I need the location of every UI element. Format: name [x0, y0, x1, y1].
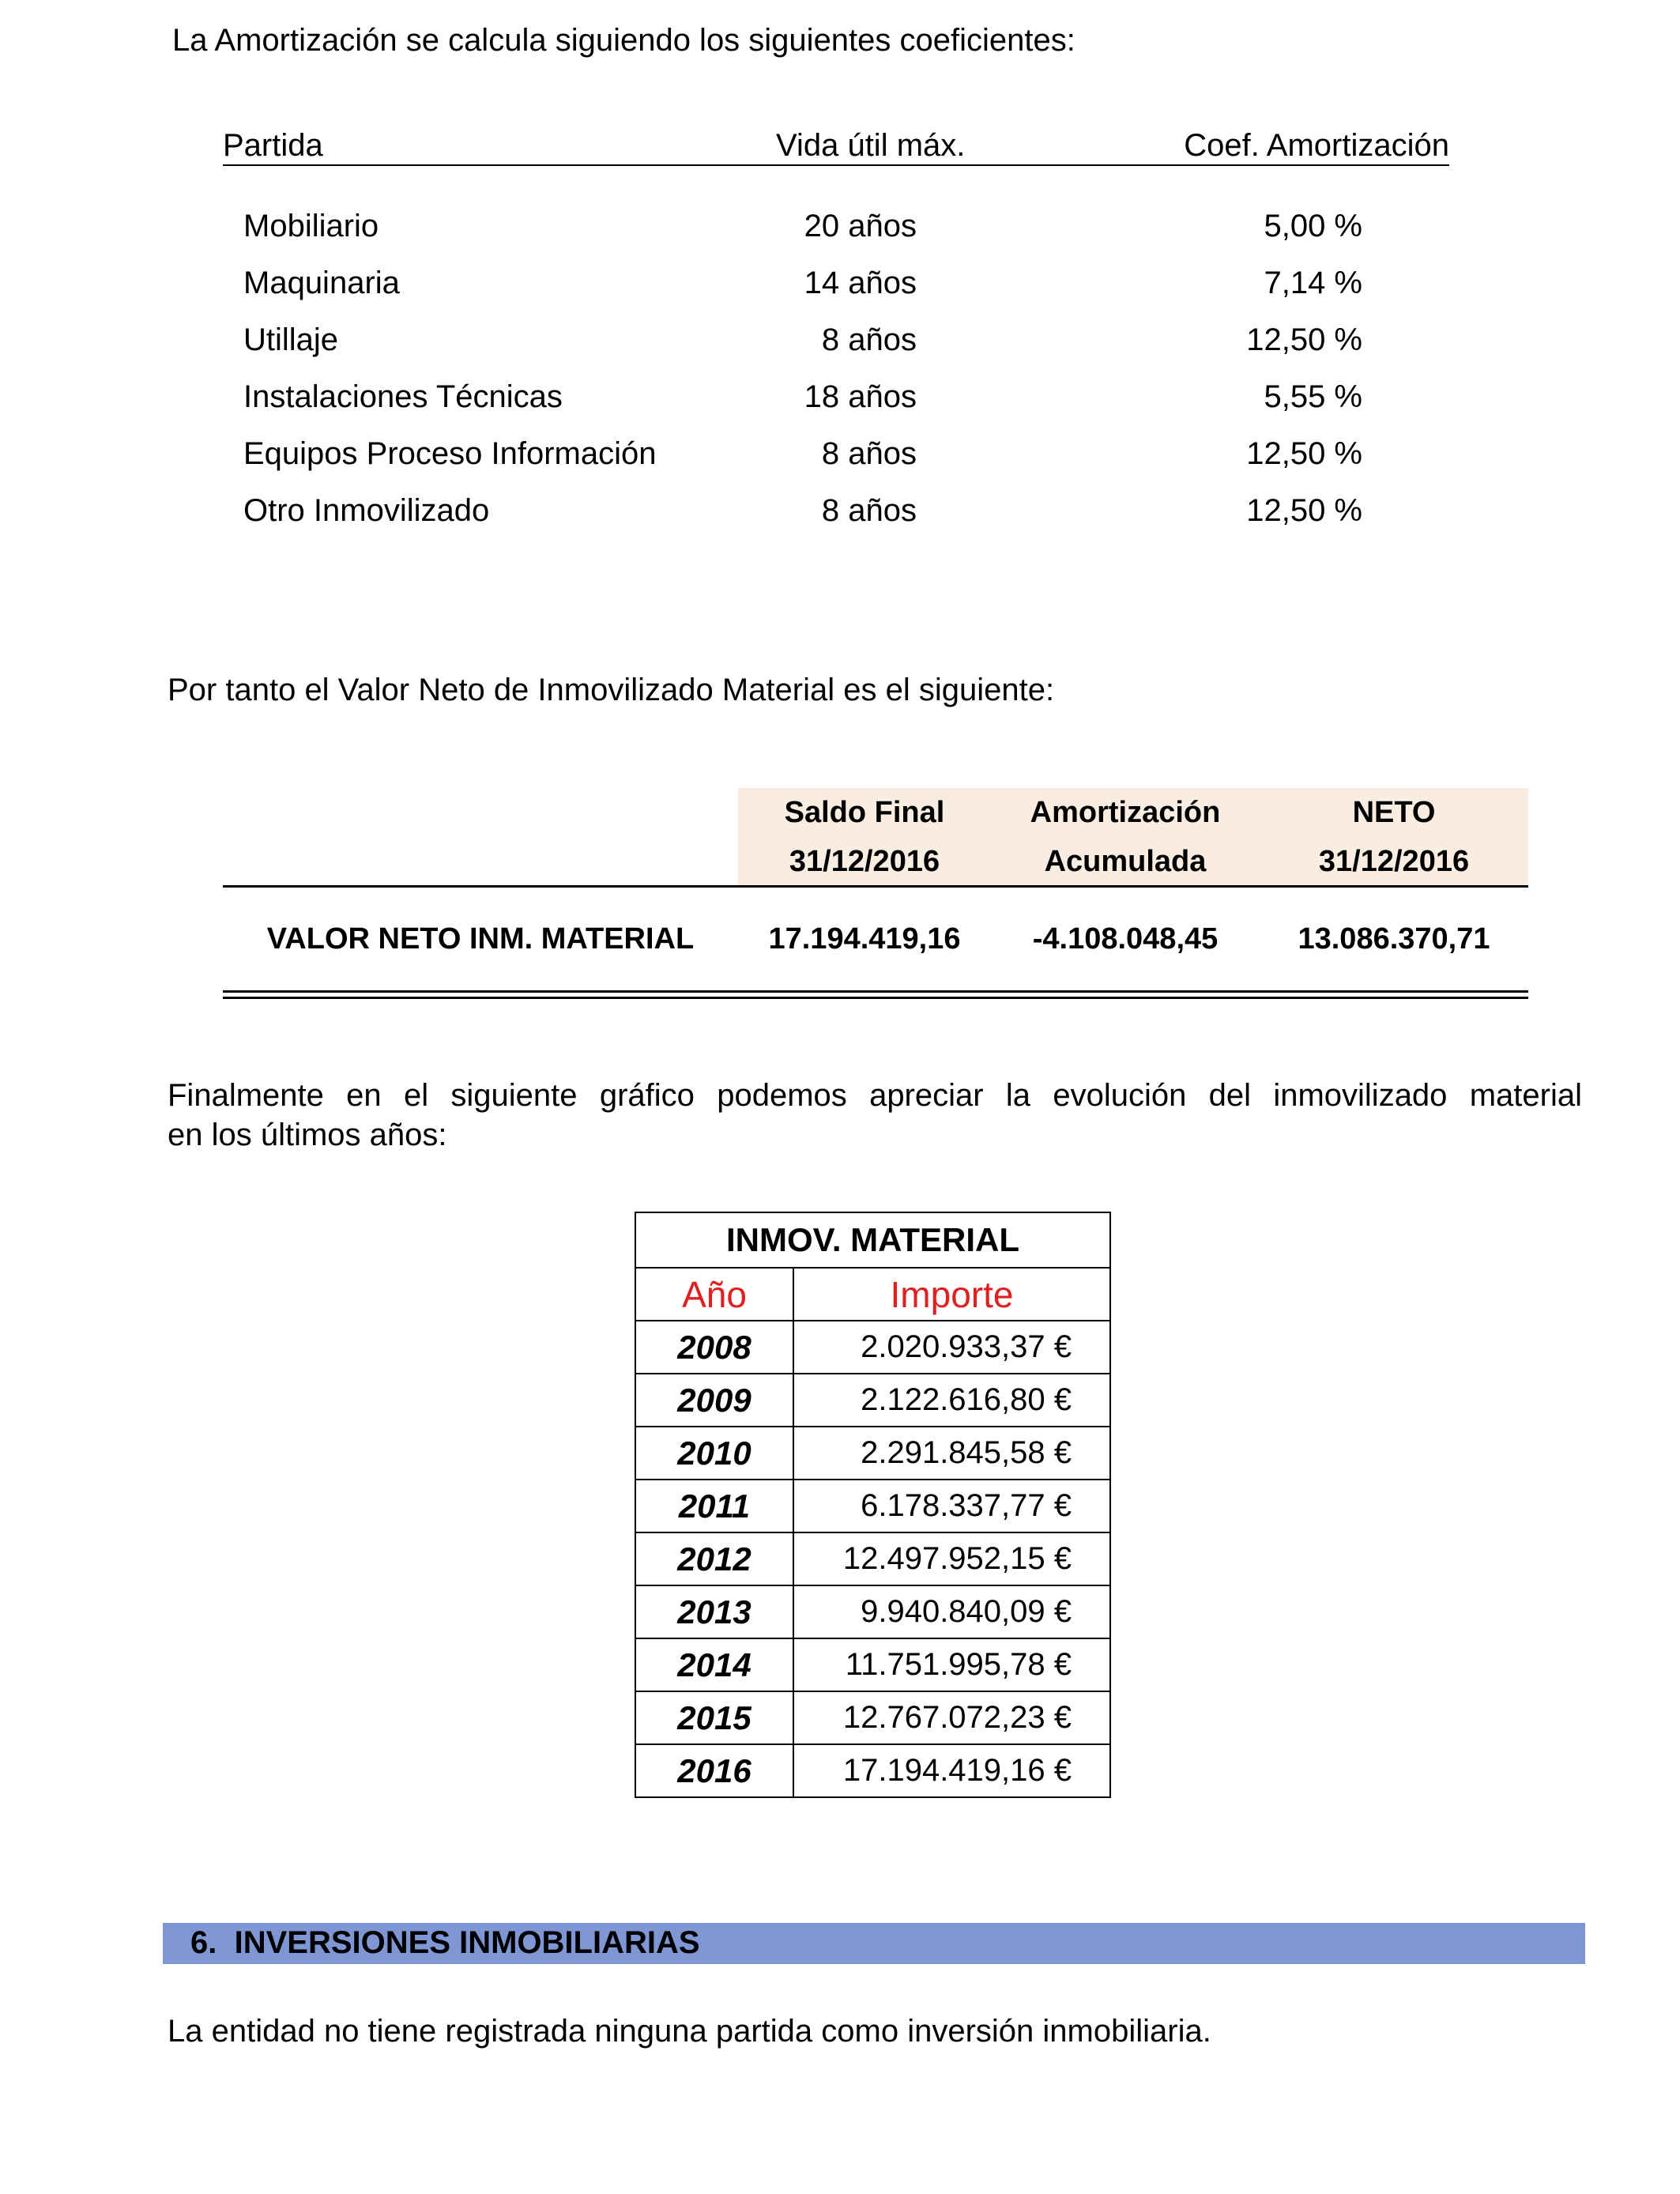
coef-vida: 8 años — [821, 493, 917, 528]
coef-row — [223, 378, 1449, 435]
net-value-amortizacion: -4.108.048,45 — [1032, 922, 1219, 956]
chart-intro-line2: en los últimos años: — [168, 1118, 447, 1152]
net-table-double-rule-top — [223, 990, 1528, 993]
header-partida: Partida — [223, 128, 323, 163]
inmov-year: 2013 — [635, 1585, 793, 1638]
inmov-year: 2015 — [635, 1691, 793, 1744]
coef-row — [223, 435, 1449, 492]
table-row — [635, 1374, 1110, 1427]
coef-vida: 8 años — [821, 322, 917, 357]
table-row — [635, 1321, 1110, 1374]
coef-value: 12,50 % — [1246, 436, 1362, 471]
section-heading — [190, 1924, 700, 1962]
net-header-saldo-line2: 31/12/2016 — [789, 845, 940, 878]
inmov-amount: 12.767.072,23 € — [793, 1691, 1110, 1744]
chart-intro-line1: Finalmente en el siguiente gráfico podemos apreciar la evolución del inmovilizado material — [168, 1078, 1582, 1113]
table-row — [635, 1585, 1110, 1638]
inmov-year: 2010 — [635, 1427, 793, 1480]
coef-vida: 14 años — [804, 266, 917, 300]
coef-value: 5,00 % — [1264, 209, 1362, 243]
net-header-amortizacion-line2: Acumulada — [1044, 845, 1207, 878]
intro-text: La Amortización se calcula siguiendo los siguientes coeficientes: — [172, 23, 1075, 58]
net-header-neto-line1: NETO — [1352, 796, 1436, 829]
inmov-year: 2009 — [635, 1374, 793, 1427]
coef-row — [223, 264, 1449, 321]
net-header-saldo — [738, 794, 991, 880]
inmov-amount: 2.122.616,80 € — [793, 1374, 1110, 1427]
inmov-year: 2016 — [635, 1744, 793, 1797]
coef-row — [223, 492, 1449, 548]
coef-vida: 18 años — [804, 379, 917, 414]
net-header-amortizacion — [991, 794, 1260, 880]
inmov-year: 2011 — [635, 1480, 793, 1532]
table-row — [635, 1532, 1110, 1585]
coef-vida: 20 años — [804, 209, 917, 243]
coef-value: 12,50 % — [1246, 493, 1362, 528]
table-row — [635, 1691, 1110, 1744]
coef-vida: 8 años — [821, 436, 917, 471]
net-value-saldo: 17.194.419,16 — [768, 922, 961, 956]
coef-value: 7,14 % — [1264, 266, 1362, 300]
inmov-year: 2012 — [635, 1532, 793, 1585]
table-row — [635, 1638, 1110, 1691]
net-table-double-rule-bottom — [223, 997, 1528, 999]
inmov-title-row — [635, 1212, 1110, 1268]
closing-text: La entidad no tiene registrada ninguna partida como inversión inmobiliaria. — [168, 2014, 1211, 2049]
coef-row — [223, 321, 1449, 378]
coef-partida: Instalaciones Técnicas — [243, 379, 563, 414]
section-number: 6. — [190, 1925, 217, 1960]
table-row — [635, 1744, 1110, 1797]
header-coef-amortizacion: Coef. Amortización — [1184, 128, 1449, 163]
inmov-amount: 11.751.995,78 € — [793, 1638, 1110, 1691]
inmov-amount: 9.940.840,09 € — [793, 1585, 1110, 1638]
inmov-title: INMOV. MATERIAL — [635, 1212, 1110, 1268]
inmov-year: 2008 — [635, 1321, 793, 1374]
net-header-neto — [1260, 794, 1528, 880]
inmov-amount: 6.178.337,77 € — [793, 1480, 1110, 1532]
header-vida-util: Vida útil máx. — [776, 128, 966, 163]
table-row — [635, 1427, 1110, 1480]
coef-value: 5,55 % — [1264, 379, 1362, 414]
coef-table-header — [223, 128, 1449, 166]
inmov-header-row — [635, 1268, 1110, 1321]
coef-partida: Mobiliario — [243, 209, 379, 243]
inmov-col-amount: Importe — [793, 1268, 1110, 1321]
inmov-amount: 17.194.419,16 € — [793, 1744, 1110, 1797]
coef-partida: Otro Inmovilizado — [243, 493, 490, 528]
inmov-year: 2014 — [635, 1638, 793, 1691]
net-row-label: VALOR NETO INM. MATERIAL — [266, 922, 695, 956]
coef-partida: Equipos Proceso Información — [243, 436, 657, 471]
inmov-amount: 12.497.952,15 € — [793, 1532, 1110, 1585]
coef-row — [223, 207, 1449, 264]
table-row — [635, 1480, 1110, 1532]
net-value-intro: Por tanto el Valor Neto de Inmovilizado Material es el siguiente: — [168, 673, 1055, 707]
inmov-amount: 2.020.933,37 € — [793, 1321, 1110, 1374]
net-value-neto: 13.086.370,71 — [1298, 922, 1490, 956]
inmov-amount: 2.291.845,58 € — [793, 1427, 1110, 1480]
net-header-saldo-line1: Saldo Final — [784, 796, 945, 829]
coef-partida: Utillaje — [243, 322, 339, 357]
section-title: INVERSIONES INMOBILIARIAS — [234, 1925, 700, 1960]
inmov-col-year: Año — [635, 1268, 793, 1321]
inmov-material-table — [635, 1212, 1111, 1798]
net-header-amortizacion-line1: Amortización — [1030, 796, 1221, 829]
coef-partida: Maquinaria — [243, 266, 400, 300]
net-table-rule — [223, 885, 1528, 888]
coef-value: 12,50 % — [1246, 322, 1362, 357]
net-header-neto-line2: 31/12/2016 — [1318, 845, 1470, 878]
